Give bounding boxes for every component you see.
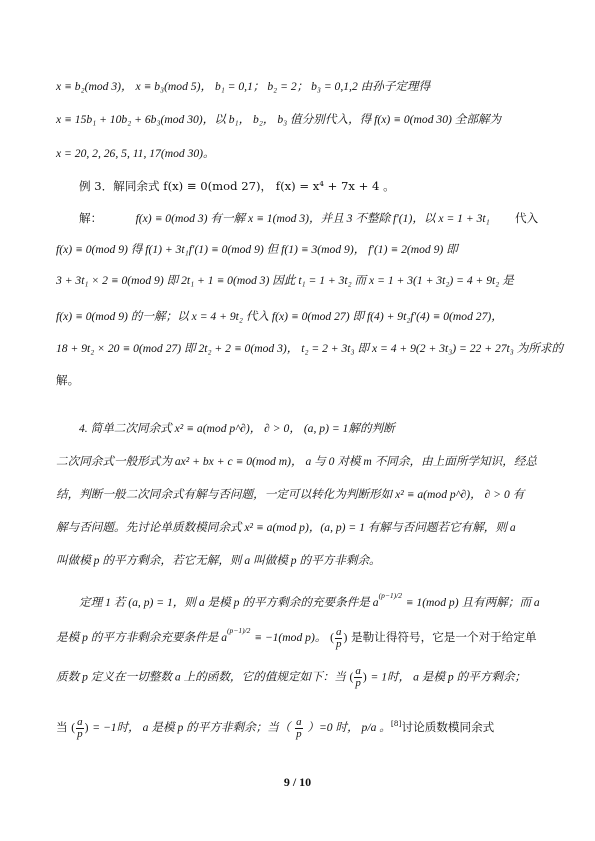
legendre-symbol [76, 717, 84, 740]
theorem-text: ）=0 时， p/a 。 [307, 721, 391, 734]
paragraph-text: x ≡ b₂(mod 3)， x ≡ b₃(mod 5)， b₁ = 0,1； b₂ = 2； b₃ = 0,1,2 由孙子定理得 [56, 80, 431, 93]
citation: [8] [390, 719, 402, 728]
theorem-text: = −1时， a 是模 p 的平方非剩余；当（ [92, 721, 291, 734]
theorem-text: 质数 p 定义在一切整数 a 上的函数，它的值规定如下：当 [56, 670, 346, 684]
frac-numerator: a [77, 715, 83, 728]
text-line [56, 308, 595, 325]
section-title: 4. 简单二次同余式 x² ≡ a(mod p^∂)， ∂ > 0， (a, p) = 1解的判断 [79, 422, 395, 435]
theorem-line: 当 ( $\frac{a}{p}$ ) = −1时， a 是模 p 的平方非剩余；当（ $\frac{a}{p}$ ）=0 时， p/a 。[8]讨论质数模同余式 [56, 715, 495, 740]
theorem-line: 质数 p 定义在一切整数 a 上的函数，它的值规定如下：当 ( $\frac{a}{p}$ ) = 1时， a 是模 p 的平方剩余； [56, 665, 527, 689]
theorem-text: 是模 p 的平方非剩余充要条件是 a [56, 631, 228, 644]
paragraph-text: 代入 [515, 211, 539, 225]
theorem-text: 是勒让得符号，它是一个对于给定单 [351, 630, 537, 644]
exponent: (p−1)/2 [227, 626, 251, 635]
paragraph-text: 结，判断一般二次同余式有解与否问题，一定可以转化为判断形如 x² ≡ a(mod p^∂)， ∂ > 0 有 [56, 488, 525, 501]
frac-numerator: a [335, 625, 342, 638]
text-line [56, 78, 595, 95]
frac-numerator: a [355, 665, 361, 677]
text-line [79, 210, 595, 227]
theorem-text: ≡ 1(mod p) 且有两解；而 a [405, 596, 540, 609]
text-line [56, 486, 595, 503]
text-line [56, 111, 595, 128]
theorem-text: 讨论质数模同余式 [401, 720, 495, 734]
theorem-text: 定理 1 若 (a, p) = 1，则 a 是模 p 的平方剩余的充要条件是 a [79, 596, 379, 609]
paragraph-text: f(x) ≡ 0(mod 9) 的一解；以 x = 4 + 9t₂ 代入 f(x) ≡ 0(mod 27) 即 f(4) + 9t₂f′(4) ≡ 0(mod 27)， [56, 310, 503, 323]
frac-denominator: p [355, 677, 361, 689]
paragraph-text: f(x) ≡ 0(mod 3) 有一解 x ≡ 1(mod 3)，并且 3 不整除 f′(1)，以 x = 1 + 3t₁ [135, 212, 490, 225]
text-line [56, 340, 595, 357]
text-line [56, 272, 595, 289]
legendre-symbol [335, 627, 343, 650]
paragraph-text: 18 + 9t₂ × 20 ≡ 0(mod 27) 即 2t₂ + 2 ≡ 0(mod 3)， t₂ = 2 + 3t₃ 即 x = 4 + 9(2 + 3t₃) = 22 + 27t₃ 为所求的 [56, 342, 564, 355]
paragraph-text: 二次同余式一般形式为 ax² + bx + c ≡ 0(mod m)， a 与 0 对模 m 不同余，由上面所学知识，经总 [56, 455, 538, 468]
theorem-line [79, 588, 595, 611]
theorem-text: 当 [56, 720, 68, 734]
paragraph-text: 解。 [56, 373, 80, 387]
solution-label: 解： [79, 211, 103, 225]
paragraph-text: x = 20, 2, 26, 5, 11, 17(mod 30)。 [56, 147, 215, 160]
example-title: 例 3．解同余式 f(x) ≡ 0(mod 27)， f(x) = x⁴ + 7x + 4 。 [79, 179, 395, 193]
paragraph-text: 叫做模 p 的平方剩余，若它无解，则 a 叫做模 p 的平方非剩余。 [56, 554, 381, 567]
paragraph-text: 解与否问题。先讨论单质数模同余式 x² ≡ a(mod p)，(a, p) = 1 有解与否问题若它有解，则 a [56, 521, 516, 534]
legendre-symbol [354, 666, 362, 689]
theorem-line: 是模 p 的平方非剩余充要条件是 $a^{(p-1)/2} \equiv -1(mod$ p)。 ( $\frac{a}{p}$ ) 是勒让得符号，它是一个对于给定单 [56, 625, 537, 650]
frac-denominator: p [335, 637, 342, 650]
example-heading [79, 178, 595, 194]
frac-denominator: p [77, 727, 83, 740]
exponent: (p−1)/2 [378, 591, 402, 600]
page-number: 9 / 10 [283, 775, 312, 789]
frac-numerator: a [296, 715, 302, 728]
text-line [56, 552, 595, 569]
paragraph-text: x ≡ 15b₁ + 10b₂ + 6b₃(mod 30)，以 b₁， b₂， b₃ 值分别代入，得 f(x) ≡ 0(mod 30) 全部解为 [56, 113, 502, 126]
text-line [56, 519, 595, 536]
text-line [56, 241, 595, 258]
paragraph-text: f(x) ≡ 0(mod 9) 得 f(1) + 3t₁f′(1) ≡ 0(mod 9) 但 f(1) ≡ 3(mod 9)， f′(1) ≡ 2(mod 9) 即 [56, 243, 458, 256]
text-line [56, 372, 595, 388]
section-heading [79, 420, 595, 437]
theorem-text: ≡ −1(mod p)。 [254, 631, 327, 644]
paragraph-text: 3 + 3t₁ × 2 ≡ 0(mod 9) 即 2t₁ + 1 ≡ 0(mod 3) 因此 t₁ = 1 + 3t₂ 而 x = 1 + 3(1 + 3t₂) = 4 + 9t₂ 是 [56, 274, 514, 287]
text-line [56, 453, 595, 470]
text-line [56, 145, 595, 162]
frac-denominator: p [296, 727, 302, 740]
theorem-text: = 1时， a 是模 p 的平方剩余； [370, 670, 527, 684]
legendre-symbol [295, 717, 303, 740]
